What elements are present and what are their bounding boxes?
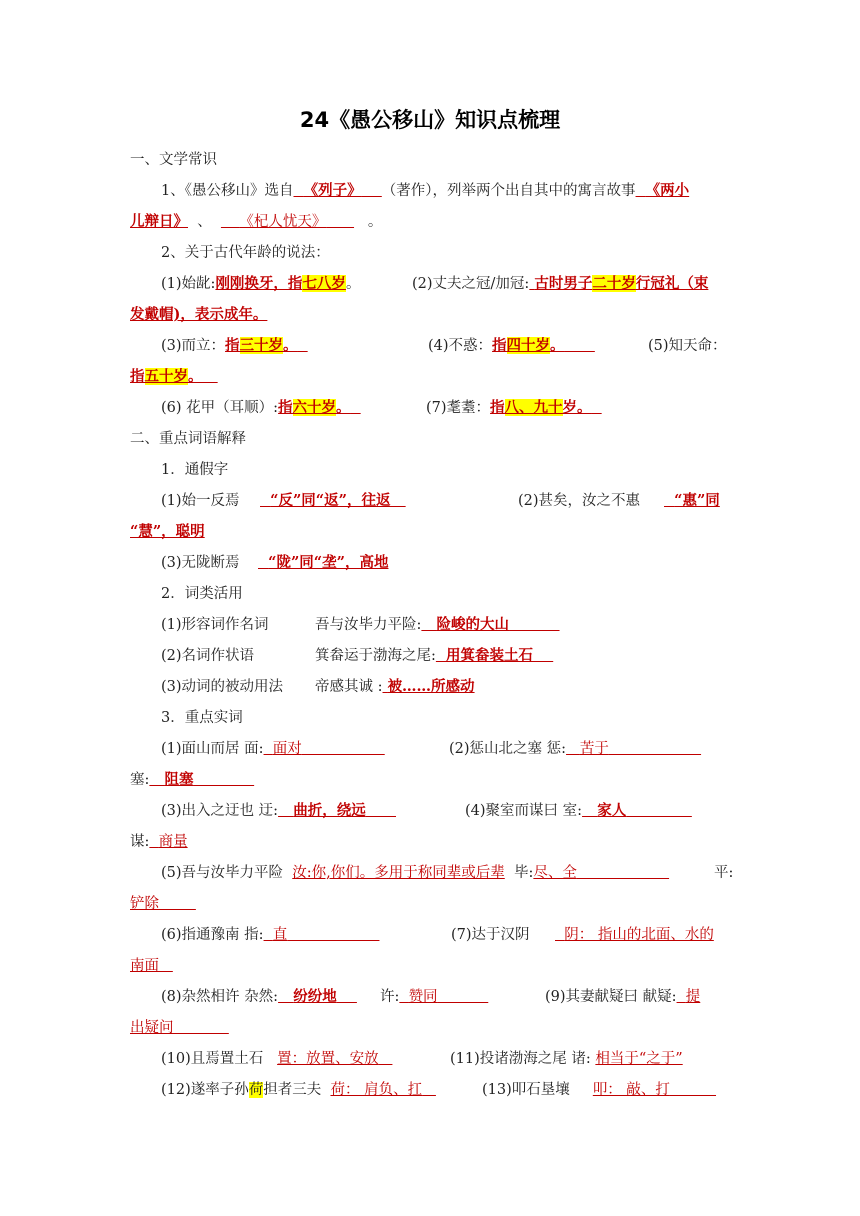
shici-3: (3)出入之迂也 迂: 曲折，绕远 xyxy=(161,802,366,819)
age-3: (3)而立：指三十岁。 xyxy=(161,337,298,354)
shici-10: (10)且焉置土石 置：放置、安放 xyxy=(161,1051,379,1067)
age-5: (5)知天命： xyxy=(648,338,727,354)
age-6: (6) 花甲（耳顺）:指六十岁。 xyxy=(161,399,351,416)
cilei-3: 帝感其诚 : 被……所感动 xyxy=(315,678,475,695)
tongjia-2: (2)甚矣，汝之不惠 xyxy=(518,493,641,509)
answer-book: 《列子》 xyxy=(303,182,362,199)
tongjia-3: (3)无陇断焉 xyxy=(161,555,240,571)
answer-story-1a: 《两小 xyxy=(645,182,690,199)
age-4: (4)不惑：指四十岁。 xyxy=(428,337,565,354)
age-2: (2)丈夫之冠/加冠: 古时男子二十岁行冠礼（束 xyxy=(412,275,709,292)
age-5-ans: 指五十岁。 xyxy=(130,368,203,385)
section-heading-literature: 一、文学常识 xyxy=(130,152,217,168)
answer-story-1b: 儿辩日》 xyxy=(130,213,188,230)
section-heading-vocab: 二、重点词语解释 xyxy=(130,431,246,447)
shici-5c-answer: 铲除 xyxy=(130,896,159,912)
sub-heading-cilei: 2．词类活用 xyxy=(161,586,243,602)
shici-4: (4)聚室而谋曰 室: 家人 xyxy=(465,802,627,819)
tongjia-3-answer: “陇”同“垄”，高地 xyxy=(268,554,389,571)
cilei-3-label: (3)动词的被动用法 xyxy=(161,679,284,695)
age-2-cont: 发戴帽)，表示成年。 xyxy=(130,306,268,323)
tongjia-1: (1)始一反焉 xyxy=(161,493,240,509)
separator: 、 xyxy=(197,214,212,230)
shici-11: (11)投诸渤海之尾 诸: 相当于“之于” xyxy=(450,1051,683,1067)
shici-7: (7)达于汉阴 xyxy=(451,927,530,943)
shici-8: (8)杂然相许 杂然: 纷纷地 许: 赞同 xyxy=(161,988,438,1005)
shici-4b: 谋: 商量 xyxy=(130,834,188,850)
cilei-1-label: (1)形容词作名词 xyxy=(161,617,269,633)
question-2: 2、关于古代年龄的说法： xyxy=(161,245,330,261)
shici-9: (9)其妻献疑曰 献疑: 提 xyxy=(545,989,701,1005)
shici-2: (2)惩山北之塞 惩: 苦于 xyxy=(449,741,609,757)
tongjia-1-answer: “反”同“返”，往返 xyxy=(270,492,391,509)
page-title: 24《愚公移山》知识点梳理 xyxy=(299,108,561,132)
age-1: (1)始龀:刚刚换牙，指七八岁。 xyxy=(161,275,361,292)
cilei-2-label: (2)名词作状语 xyxy=(161,648,255,664)
cilei-1: 吾与汝毕力平险: 险峻的大山 xyxy=(315,616,510,633)
question-1-line xyxy=(161,181,689,201)
q1-text: 1、《愚公移山》选自 xyxy=(161,183,294,199)
answer-story-2: 《杞人忧天》 xyxy=(239,214,327,230)
age-7: (7)耄耋：指八、九十岁。 xyxy=(426,399,592,416)
shici-5: (5)吾与汝毕力平险 汝:你,你们。多用于称同辈或后辈 毕:尽、全 xyxy=(161,865,577,881)
shici-7-answer: 阴： 指山的北面、水的 xyxy=(564,927,714,943)
sub-heading-tongjia: 1．通假字 xyxy=(161,462,229,478)
tongjia-2-answer: “惠”同 xyxy=(674,492,720,509)
shici-13: (13)叩石垦壤 叩： 敲、打 xyxy=(482,1082,670,1098)
shici-12: (12)遂率子孙荷担者三夫 荷： 肩负、扛 xyxy=(161,1082,423,1098)
period: 。 xyxy=(367,214,383,230)
shici-9-cont: 出疑问 xyxy=(130,1020,174,1036)
sub-heading-shici: 3．重点实词 xyxy=(161,710,243,726)
tongjia-2-answer-cont: “慧”，聪明 xyxy=(130,523,205,540)
shici-6: (6)指通豫南 指: 直 xyxy=(161,927,288,943)
shici-5c: 平: xyxy=(714,865,734,881)
shici-2b: 塞: 阻塞 xyxy=(130,771,194,788)
question-1-line-2 xyxy=(130,212,382,232)
cilei-2: 箕畚运于渤海之尾: 用箕畚装土石 xyxy=(315,647,533,664)
q1-mid-text: （著作），列举两个出自其中的寓言故事 xyxy=(381,183,636,199)
shici-7-answer-cont: 南面 xyxy=(130,958,159,974)
shici-1: (1)面山而居 面: 面对 xyxy=(161,741,302,757)
